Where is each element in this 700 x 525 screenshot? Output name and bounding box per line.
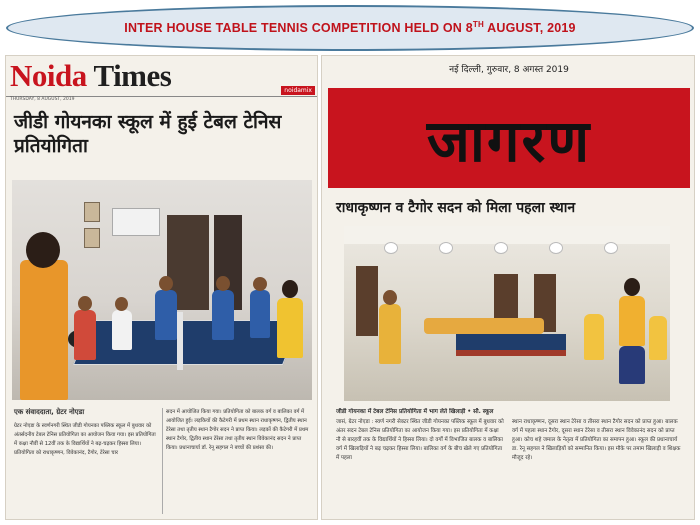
title-banner [6, 5, 694, 51]
student-head [159, 276, 173, 291]
ceiling-light-icon [494, 242, 508, 254]
seated-students [424, 318, 544, 334]
ceiling-light-icon [439, 242, 453, 254]
tt-net [177, 312, 183, 370]
wall-frame [84, 202, 100, 222]
jagran-column-2: स्थान राधाकृष्णन, दूसरा स्थान टेरेसा व तीसरा स्थान टैगोर सदन को प्राप्त हुआ। बालक वर्ग में पहला स्थान टैगोर, दूसरा स्थान टेरेसा व तीसरा स्थान विवेकानंद सदन को प्राप्त हुआ। कोच शहे जमाल के नेतृत्व में प्रतियोगिता का समापन हुआ। स्कूल की प्रधानाचार्य डा. रेनू सहगल ने खिलाड़ियों को सम्मानित किया। इस मौके पर तमाम खिलाड़ी व शिक्षक मौजूद रहे। [512, 419, 681, 461]
noida-times-logo [10, 58, 171, 94]
student-head [115, 297, 128, 311]
student [649, 316, 667, 360]
student [584, 314, 604, 360]
banner-text-end: AUGUST, 2019 [483, 21, 576, 36]
player-foreground [20, 260, 68, 400]
student [74, 310, 96, 360]
jagran-logo: जागरण [426, 106, 592, 175]
student [212, 290, 234, 340]
player-right [619, 296, 645, 346]
noida-times-byline: एक संवाददाता, ग्रेटर नोएडा [14, 408, 85, 416]
player-background [277, 298, 303, 358]
player-head [383, 290, 397, 305]
student-head [216, 276, 230, 291]
banner-text-main: INTER HOUSE TABLE TENNIS COMPETITION HELD ON 8 [124, 21, 473, 36]
noida-times-tag: noidamix [281, 86, 315, 95]
jagran-clipping [321, 55, 695, 520]
player-head [26, 232, 60, 268]
noida-times-photo [12, 180, 312, 400]
player-head [282, 280, 298, 298]
jagran-date: नई दिल्ली, गुरुवार, 8 अगस्त 2019 [449, 65, 569, 75]
noida-times-column-1: ग्रेटर नोएडा के स्वर्णनगरी स्थित जीडी गोयनका पब्लिक स्कूल में बुधवार को अंतर्सदनीय टेबल टेनिस प्रतियोगिता का आयोजन किया गया। इस प्रतियोगिता में कक्षा नौवीं से 12वीं तक के विद्यार्थियों ने बढ़-चढ़कर हिस्सा लिया। प्रतियोगिता को राधाकृष्णन, विवेकानंद, टैगोर, टेरेसा चार [14, 423, 156, 456]
noida-times-column-2: सदन में आयोजित किया गया। प्रतियोगिता को बालक वर्ग व बालिका वर्ग में आयोजित हुई। लड़कियों की कैटेगरी में प्रथम स्थान राधाकृष्णन, द्वितीय स्थान टेरेसा तथा तृतीय स्थान टैगोर सदन ने प्राप्त किया। लड़कों की कैटेगरी में प्रथम स्थान टैगोर, द्वितीय स्थान टेरेसा तथा तृतीय स्थान विवेकानंद सदन ने प्राप्त किया। प्रधानाचार्या डॉ. रेनू सहगल ने बच्चों की प्रशंसा की। [166, 409, 309, 451]
student-head [253, 277, 267, 291]
jagran-column-1: जासं, ग्रेटर नोएडा : स्वर्ण नगरी सेक्टर स्थित जीडी गोयनका पब्लिक स्कूल में बुधवार को अंतर सदन टेबल टेनिस प्रतियोगिता का आयोजन किया गया। इस प्रतियोगिता में कक्षा नौ से बारहवीं तक के विद्यार्थियों ने हिस्सा लिया। दो वर्गों में विभाजित बालक व बालिका वर्ग में खिलाड़ियों ने बढ़ चढ़कर हिस्सा लिया। बालिका वर्ग के बीच खेले गए प्रतियोगिता में पहला [336, 419, 504, 461]
jagran-masthead [328, 88, 690, 188]
banner-title [124, 20, 575, 35]
student [250, 290, 270, 338]
ceiling-light-icon [604, 242, 618, 254]
student [155, 290, 177, 340]
jagran-photo [344, 226, 670, 401]
student-head [78, 296, 92, 311]
photo-door [356, 266, 378, 336]
jagran-photo-caption: जीडी गोयनका में टेबल टेनिस प्रतियोगिता में भाग लेते खिलाड़ी • सौ. स्कूल [336, 409, 494, 415]
noida-times-masthead [6, 56, 318, 102]
logo-noida: Noida [10, 58, 87, 93]
student [112, 310, 132, 350]
noida-times-headline: जीडी गोयनका स्कूल में हुई टेबल टेनिस प्रतियोगिता [14, 111, 282, 157]
wall-frame [84, 228, 100, 248]
ceiling-light-icon [384, 242, 398, 254]
banner-text-sup: TH [472, 20, 484, 30]
ceiling-light-icon [549, 242, 563, 254]
noida-times-clipping [5, 55, 318, 520]
logo-times: Times [93, 58, 172, 93]
player-head [624, 278, 640, 296]
player-left [379, 304, 401, 364]
tt-table [456, 334, 566, 356]
noida-times-date: THURSDAY, 8 AUGUST, 2019 [10, 97, 75, 102]
jagran-headline: राधाकृष्णन व टैगोर सदन को मिला पहला स्थान [336, 200, 576, 216]
wall-notice-board [112, 208, 160, 236]
column-divider [162, 408, 163, 514]
player-right-trousers [619, 346, 645, 384]
